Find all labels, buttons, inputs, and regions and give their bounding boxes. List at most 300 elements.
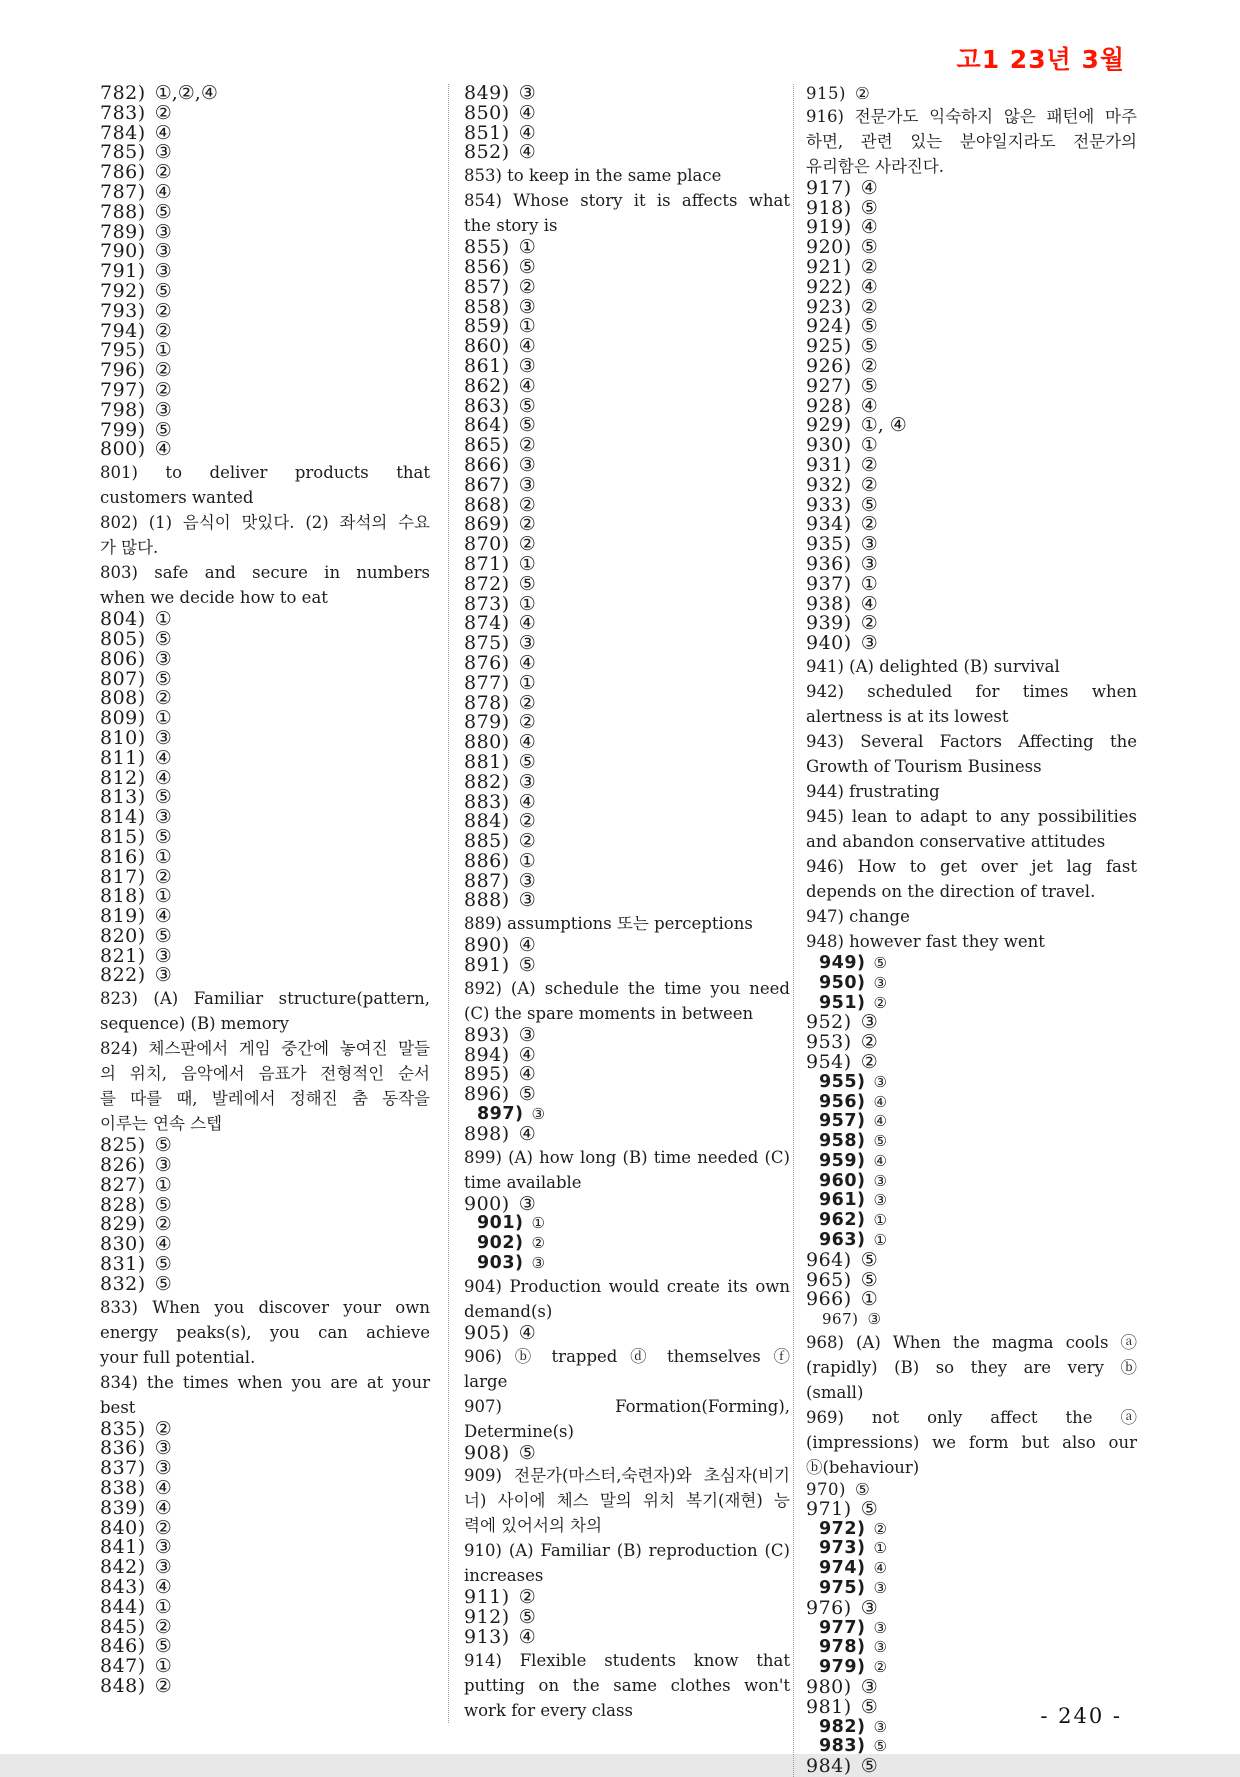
answer-number: 978): [819, 1637, 866, 1658]
answer-value: ②: [518, 830, 536, 853]
answer-entry: [464, 1065, 790, 1085]
answer-text-line: customers wanted: [100, 488, 254, 508]
answer-number: 839): [100, 1496, 146, 1519]
answer-number: 888): [464, 889, 510, 912]
answer-number: 817): [100, 865, 146, 888]
answer-number: 938): [806, 592, 852, 615]
answer-number: 982): [819, 1716, 866, 1737]
answer-entry: [464, 515, 790, 535]
answer-entry: [464, 436, 790, 456]
answer-number: 807): [100, 667, 146, 690]
answer-entry: [464, 1538, 790, 1588]
answer-entry: [464, 891, 790, 911]
answer-text-line: (small): [806, 1383, 864, 1403]
answer-entry: [464, 317, 790, 337]
answer-entry: [806, 1132, 1137, 1152]
answer-number: 891): [464, 954, 510, 977]
answer-entry: [806, 1231, 1137, 1251]
answer-number: 928): [806, 394, 852, 417]
answer-entry: [464, 976, 790, 1026]
answer-number: 967): [822, 1310, 859, 1329]
answer-entry: [464, 552, 790, 575]
answer-number: 787): [100, 180, 146, 203]
answer-entry: [806, 416, 1137, 436]
answer-entry: [100, 262, 430, 282]
answer-entry: [806, 1658, 1137, 1678]
answer-number: 859): [464, 315, 510, 338]
answer-entry: [100, 1479, 430, 1499]
answer-entry: [806, 904, 1137, 929]
answer-number: 816): [100, 845, 146, 868]
answer-entry: [806, 1405, 1137, 1480]
answer-text-line: 948) however fast they went: [806, 931, 1045, 951]
answer-value: ③: [860, 632, 878, 655]
answer-value: ③: [518, 354, 536, 377]
answer-entry: [806, 779, 1137, 804]
answer-value: ④: [518, 1043, 536, 1066]
answer-text-line: 916) 전문가도 익숙하지 않은 패턴에 마주: [806, 106, 1137, 126]
answer-entry: [100, 1193, 430, 1216]
answer-value: ①: [873, 1539, 887, 1558]
answer-number: 958): [819, 1131, 866, 1152]
answer-number: 962): [819, 1210, 866, 1231]
answer-entry: [464, 337, 790, 357]
answer-value: ⑤: [873, 1737, 887, 1756]
answer-entry: [806, 84, 1137, 104]
answer-value: ②: [860, 1050, 878, 1073]
answer-entry: [806, 473, 1137, 496]
answer-text-line: 899) (A) how long (B) time needed (C): [464, 1147, 790, 1167]
answer-value: ④: [518, 612, 536, 635]
answer-entry: [100, 510, 430, 560]
answer-entry: [100, 1677, 430, 1697]
answer-number: 821): [100, 944, 146, 967]
answer-entry: [806, 1050, 1137, 1073]
answer-number: 835): [100, 1417, 146, 1440]
answer-value: ①: [154, 885, 172, 908]
answer-text-line: 914) Flexible students know that: [464, 1650, 790, 1670]
answer-value: ④: [518, 651, 536, 674]
answer-value: ⑤: [860, 1268, 878, 1291]
answer-value: ④: [873, 1559, 887, 1578]
answer-number: 813): [100, 786, 146, 809]
answer-entry: [464, 1043, 790, 1066]
answer-value: ②: [873, 1658, 887, 1677]
answer-number: 897): [477, 1104, 524, 1125]
answer-entry: [100, 1516, 430, 1539]
answer-entry: [806, 1619, 1137, 1639]
answer-value: ①: [154, 608, 172, 631]
answer-value: ③: [154, 1457, 172, 1480]
answer-number: 861): [464, 354, 510, 377]
answer-value: ④: [154, 1233, 172, 1256]
answer-number: 952): [806, 1011, 852, 1034]
answer-text-line: 968) (A) When the magma cools ⓐ: [806, 1333, 1137, 1353]
answer-value: ③: [873, 1717, 887, 1736]
answer-number: 983): [819, 1736, 866, 1757]
answer-entry: [100, 887, 430, 907]
answer-entry: [806, 1211, 1137, 1231]
answer-number: 901): [477, 1213, 524, 1234]
answer-value: ⑤: [154, 825, 172, 848]
answer-text-line: 를 따를 때, 발레에서 정해진 춤 동작을: [100, 1089, 430, 1109]
answer-entry: [464, 1394, 790, 1444]
answer-number: 792): [100, 279, 146, 302]
answer-text-line: and abandon conservative attitudes: [806, 831, 1106, 851]
answer-text-line: 유리함은 사라진다.: [806, 156, 945, 176]
answer-entry: [100, 966, 430, 986]
answer-entry: [806, 374, 1137, 397]
answer-text-line: 이루는 연속 스텝: [100, 1114, 223, 1134]
answer-entry: [464, 832, 790, 852]
answer-entry: [806, 552, 1137, 575]
answer-value: ②: [860, 612, 878, 635]
answer-text-line: 853) to keep in the same place: [464, 166, 722, 186]
answer-number: 919): [806, 216, 852, 239]
answer-entry: [100, 1255, 430, 1275]
answer-number: 933): [806, 493, 852, 516]
answer-value: ①: [154, 707, 172, 730]
answer-value: ④: [518, 1321, 536, 1344]
answer-number: 808): [100, 687, 146, 710]
answer-number: 815): [100, 825, 146, 848]
answers-column-left: [100, 84, 430, 1697]
answer-entry: [464, 163, 790, 188]
answer-value: ②: [154, 101, 172, 124]
answer-number: 912): [464, 1606, 510, 1629]
answer-entry: [464, 416, 790, 436]
answer-value: ③: [154, 1536, 172, 1559]
answer-value: ④: [154, 766, 172, 789]
answer-number: 860): [464, 335, 510, 358]
answer-number: 790): [100, 240, 146, 263]
answer-number: 915): [806, 84, 846, 103]
answer-entry: [464, 354, 790, 377]
answer-number: 940): [806, 632, 852, 655]
answer-value: ④: [154, 121, 172, 144]
answers-column-middle: [448, 84, 790, 1723]
answer-entry: [806, 1497, 1137, 1520]
answer-number: 972): [819, 1518, 866, 1539]
answer-entry: [806, 1093, 1137, 1113]
answer-entry: [464, 911, 790, 936]
answer-entry: [464, 1122, 790, 1145]
answer-value: ③: [154, 220, 172, 243]
answer-entry: [100, 560, 430, 610]
answer-text-line: your full potential.: [100, 1347, 256, 1367]
answer-value: ④: [518, 335, 536, 358]
answer-entry: [464, 1648, 790, 1723]
answer-number: 831): [100, 1253, 146, 1276]
answer-value: ①: [860, 1288, 878, 1311]
answer-number: 930): [806, 434, 852, 457]
answer-value: ⑤: [860, 1248, 878, 1271]
answer-number: 877): [464, 671, 510, 694]
answer-entry: [464, 275, 790, 298]
answer-value: ④: [518, 731, 536, 754]
answer-value: ⑤: [860, 315, 878, 338]
answer-value: ③: [867, 1310, 881, 1329]
answer-value: ④: [154, 746, 172, 769]
answer-number: 832): [100, 1272, 146, 1295]
answer-entry: [100, 398, 430, 421]
answer-number: 900): [464, 1192, 510, 1215]
answer-text-line: 942) scheduled for times when: [806, 681, 1137, 701]
answer-number: 818): [100, 885, 146, 908]
answer-entry: [464, 614, 790, 634]
answer-entry: [806, 1268, 1137, 1291]
answer-text-line: 945) lean to adapt to any possibilities: [806, 806, 1137, 826]
answer-entry: [464, 750, 790, 773]
answer-value: ②: [154, 1675, 172, 1698]
answer-value: ②: [873, 993, 887, 1012]
answer-entry: [464, 733, 790, 753]
answer-entry: [100, 1156, 430, 1176]
answer-entry: [806, 1172, 1137, 1192]
answer-entry: [806, 515, 1137, 535]
answer-entry: [806, 974, 1137, 994]
answer-value: ④: [518, 934, 536, 957]
answer-entry: [806, 1678, 1137, 1698]
answer-number: 846): [100, 1635, 146, 1658]
answer-entry: [806, 1013, 1137, 1033]
answer-entry: [100, 84, 430, 104]
answer-value: ④: [860, 394, 878, 417]
answer-value: ③: [531, 1105, 545, 1124]
answer-columns: [100, 84, 1137, 1777]
answer-value: ④: [518, 1063, 536, 1086]
answer-text-line: 802) (1) 음식이 맛있다. (2) 좌석의 수요: [100, 513, 430, 533]
answer-entry: [806, 1152, 1137, 1172]
answer-entry: [806, 592, 1137, 615]
answer-entry: [464, 535, 790, 555]
answer-entry: [464, 1254, 790, 1274]
answer-number: 937): [806, 572, 852, 595]
answer-entry: [100, 341, 430, 361]
answer-value: ④: [873, 1151, 887, 1170]
answer-text-line: 943) Several Factors Affecting the: [806, 731, 1137, 751]
answer-value: ⑤: [154, 1635, 172, 1658]
answer-entry: [100, 1657, 430, 1677]
answer-number: 934): [806, 513, 852, 536]
answer-value: ②: [154, 687, 172, 710]
answer-value: ⑤: [154, 279, 172, 302]
answer-entry: [806, 218, 1137, 238]
answer-number: 805): [100, 627, 146, 650]
answer-text-line: best: [100, 1397, 136, 1417]
answer-number: 782): [100, 82, 146, 104]
answer-entry: [100, 907, 430, 927]
answer-entry: [464, 1085, 790, 1105]
answer-number: 858): [464, 295, 510, 318]
answer-number: 890): [464, 934, 510, 957]
answer-number: 827): [100, 1173, 146, 1196]
answer-entry: [100, 689, 430, 709]
answer-entry: [100, 319, 430, 342]
answer-entry: [806, 196, 1137, 219]
answer-number: 949): [819, 952, 866, 973]
answer-value: ②: [854, 84, 870, 103]
answer-value: ⑤: [518, 1441, 536, 1464]
answer-number: 894): [464, 1043, 510, 1066]
answer-text-line: energy peaks(s), you can achieve: [100, 1322, 430, 1342]
answer-entry: [464, 1628, 790, 1648]
answer-value: ②: [154, 378, 172, 401]
answer-value: ④: [860, 275, 878, 298]
answer-entry: [806, 1737, 1137, 1757]
answer-number: 855): [464, 236, 510, 259]
answer-entry: [464, 869, 790, 892]
answer-text-line: 의 위치, 음악에서 음표가 전형적인 순서: [100, 1064, 430, 1084]
answer-text-line: when we decide how to eat: [100, 588, 328, 608]
answer-entry: [464, 770, 790, 793]
answer-number: 838): [100, 1477, 146, 1500]
answer-entry: [464, 1234, 790, 1254]
answer-number: 977): [819, 1617, 866, 1638]
answer-number: 836): [100, 1437, 146, 1460]
answer-entry: [464, 374, 790, 397]
answer-number: 959): [819, 1150, 866, 1171]
answer-value: ②: [518, 810, 536, 833]
answer-number: 905): [464, 1321, 510, 1344]
answer-entry: [806, 1310, 1137, 1330]
answer-entry: [100, 1036, 430, 1136]
answer-value: ①: [154, 1655, 172, 1678]
answer-number: 850): [464, 101, 510, 124]
answer-value: ③: [154, 1437, 172, 1460]
answer-entry: [100, 825, 430, 848]
answer-text-line: (C) the spare moments in between: [464, 1003, 754, 1023]
answer-text-line: 833) When you discover your own: [100, 1297, 430, 1317]
answer-number: 848): [100, 1675, 146, 1698]
answer-value: ⑤: [154, 786, 172, 809]
answer-value: ②: [154, 299, 172, 322]
answer-value: ③: [154, 260, 172, 283]
answer-entry: [806, 354, 1137, 377]
answer-value: ⑤: [860, 1755, 878, 1777]
answer-number: 849): [464, 82, 510, 104]
answer-number: 798): [100, 398, 146, 421]
answers-column-right: [793, 84, 1137, 1777]
answer-number: 865): [464, 434, 510, 457]
answer-number: 791): [100, 260, 146, 283]
answer-entry: [100, 845, 430, 868]
answer-value: ③: [518, 473, 536, 496]
answer-number: 980): [806, 1676, 852, 1699]
answer-value: ⑤: [518, 1083, 536, 1106]
answer-value: ①: [518, 552, 536, 575]
answer-entry: [464, 238, 790, 258]
answer-entry: [464, 1145, 790, 1195]
answer-value: ④: [154, 1477, 172, 1500]
answer-value: ①: [860, 572, 878, 595]
answer-entry: [806, 337, 1137, 357]
answer-value: ③: [860, 1011, 878, 1034]
answer-entry: [464, 394, 790, 417]
answer-number: 796): [100, 359, 146, 382]
answer-number: 840): [100, 1516, 146, 1539]
answer-value: ①: [154, 1595, 172, 1618]
answer-number: 936): [806, 552, 852, 575]
answer-value: ⑤: [873, 953, 887, 972]
answer-entry: [806, 436, 1137, 456]
answer-value: ③: [873, 1191, 887, 1210]
answer-text-line: 834) the times when you are at your: [100, 1372, 430, 1392]
answer-text-line: (impressions) we form but also our: [806, 1433, 1137, 1453]
answer-number: 837): [100, 1457, 146, 1480]
answer-entry: [100, 1272, 430, 1295]
answer-text-line: work for every class: [464, 1700, 633, 1720]
answer-value: ⑤: [154, 627, 172, 650]
answer-value: ②: [860, 255, 878, 278]
answer-entry: [806, 1596, 1137, 1619]
answer-value: ①: [518, 592, 536, 615]
answer-value: ③: [154, 944, 172, 967]
answer-number: 876): [464, 651, 510, 674]
answer-number: 935): [806, 533, 852, 556]
answer-value: ②: [860, 513, 878, 536]
answer-entry: [806, 275, 1137, 298]
answer-entry: [100, 460, 430, 510]
answer-number: 809): [100, 707, 146, 730]
answer-number: 882): [464, 770, 510, 793]
answer-value: ②: [518, 533, 536, 556]
answer-value: ②: [518, 691, 536, 714]
answer-number: 925): [806, 335, 852, 358]
answer-entry: [806, 453, 1137, 476]
answer-number: 963): [819, 1230, 866, 1251]
answer-entry: [464, 101, 790, 124]
answer-number: 874): [464, 612, 510, 635]
answer-entry: [464, 592, 790, 615]
answer-number: 975): [819, 1578, 866, 1599]
answer-value: ⑤: [518, 255, 536, 278]
answer-number: 811): [100, 746, 146, 769]
answer-value: ③: [154, 806, 172, 829]
answer-entry: [100, 1215, 430, 1235]
answer-value: ④: [154, 180, 172, 203]
answer-value: ⑤: [518, 572, 536, 595]
answer-value: ④: [873, 1112, 887, 1131]
answer-entry: [806, 1480, 1137, 1500]
answer-entry: [464, 956, 790, 976]
answer-value: ③: [518, 770, 536, 793]
answer-text-line: 너) 사이에 체스 말의 위치 복기(재현) 능: [464, 1491, 790, 1511]
answer-entry: [464, 1608, 790, 1628]
answer-number: 976): [806, 1596, 852, 1619]
answer-entry: [100, 788, 430, 808]
answer-value: ②: [860, 295, 878, 318]
answer-entry: [806, 394, 1137, 417]
answer-value: ⑤: [860, 1497, 878, 1520]
answer-value: ①: [518, 849, 536, 872]
answer-entry: [100, 378, 430, 401]
answer-value: ②: [518, 434, 536, 457]
answer-value: ②: [154, 1417, 172, 1440]
answer-number: 926): [806, 354, 852, 377]
answer-number: 984): [806, 1755, 852, 1777]
answer-value: ③: [154, 964, 172, 987]
answer-value: ⑤: [860, 196, 878, 219]
answer-text-line: 941) (A) delighted (B) survival: [806, 656, 1060, 676]
answer-entry: [806, 1330, 1137, 1405]
answer-number: 852): [464, 141, 510, 164]
answer-value: ②: [531, 1234, 545, 1253]
answer-text-line: 969) not only affect the ⓐ: [806, 1408, 1137, 1428]
answer-value: ①: [873, 1231, 887, 1250]
answer-entry: [464, 671, 790, 694]
answer-number: 799): [100, 418, 146, 441]
